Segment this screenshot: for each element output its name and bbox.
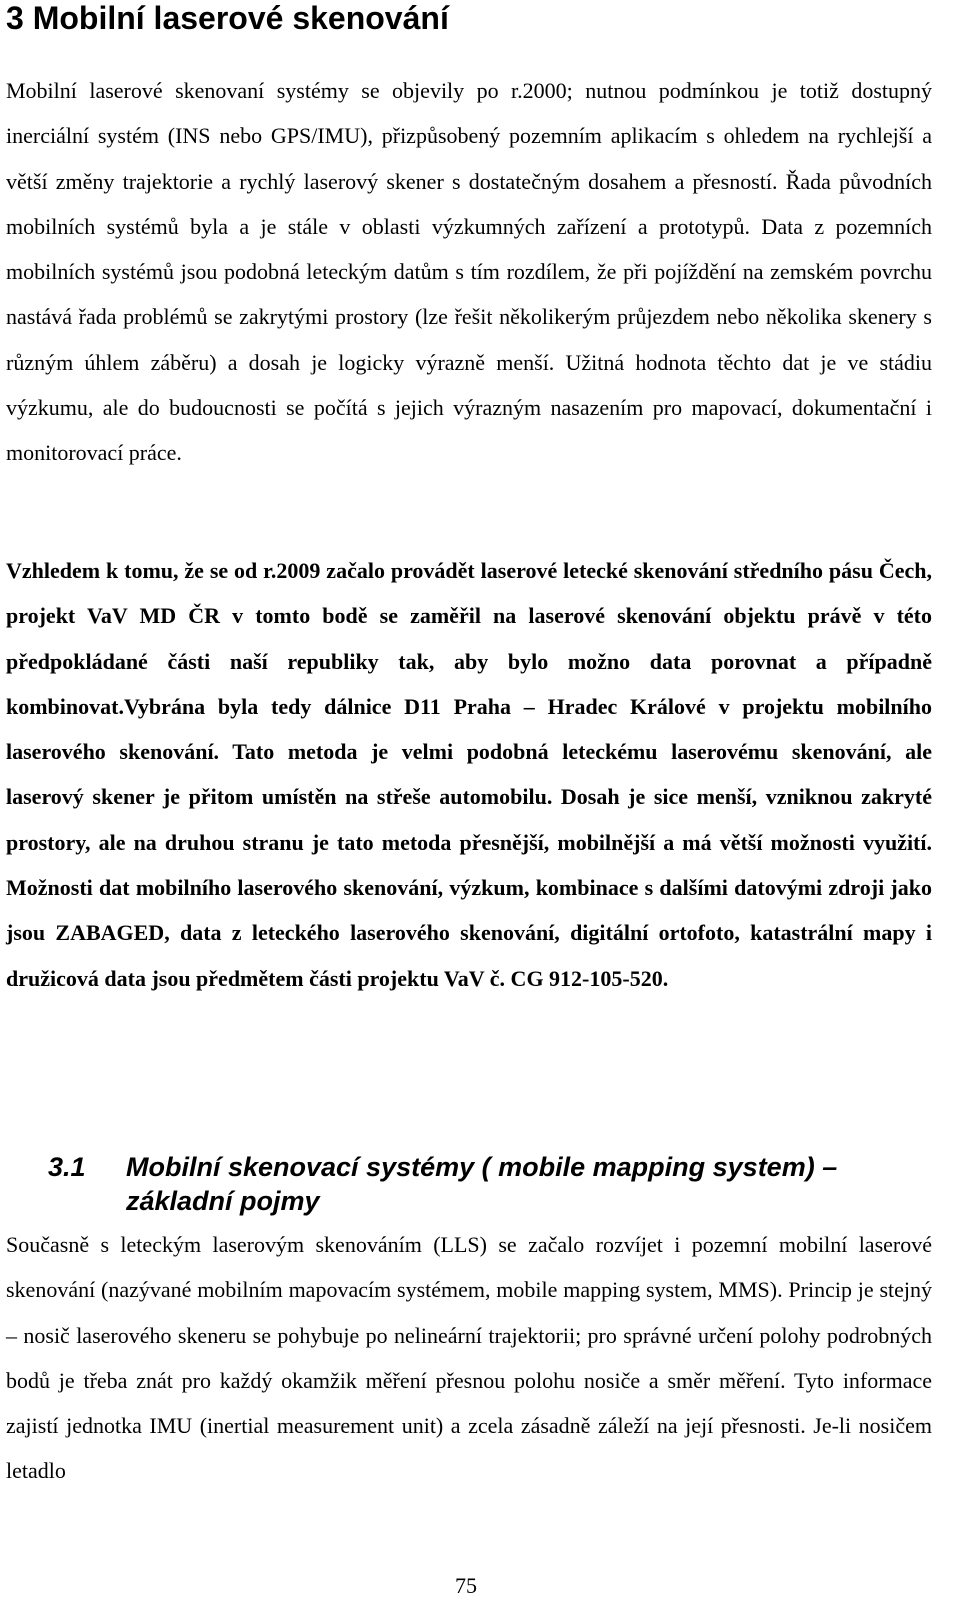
subsection-number: 3.1 xyxy=(48,1152,86,1182)
project-paragraph: Vzhledem k tomu, že se od r.2009 začalo provádět laserové letecké skenování středního pásu Čech, projekt VaV MD ČR v tomto bodě se zaměřil na laserové skenování objektu právě v této předpokládané části naší republiky tak, aby bylo možno data porovnat a případně kombinovat.Vybrána byla tedy dálnice D11 Praha – Hradec Králové v projektu mobilního laserového skenování. Tato metoda je velmi podobná leteckému laserovému skenování, ale laserový skener je přitom umístěn na střeše automobilu. Dosah je sice menší, vzniknou zakryté prostory, ale na druhou stranu je tato metoda přesnější, mobilnější a má větší možnosti využití. Možnosti dat mobilního laserového skenování, výzkum, kombinace s dalšími datovými zdroji jako jsou ZABAGED, data z leteckého laserového skenování, digitální ortofoto, katastrální mapy i družicová data jsou předmětem části projektu VaV č. CG 912-105-520. xyxy=(6,558,932,991)
subsection-title: Mobilní skenovací systémy ( mobile mapping system) – základní pojmy xyxy=(126,1152,838,1216)
page-number: 75 xyxy=(455,1573,477,1598)
subsection-paragraph: Současně s leteckým laserovým skenováním (LLS) se začalo rozvíjet i pozemní mobilní laserové skenování (nazývané mobilním mapovacím systémem, mobile mapping system, MMS). Princip je stejný – nosič laserového skeneru se pohybuje po nelineární trajektorii; pro správné určení polohy podrobných bodů je třeba znát pro každý okamžik měření přesnou polohu nosiče a směr měření. Tyto informace zajistí jednotka IMU (inertial measurement unit) a zcela zásadně záleží na její přesnosti. Je-li nosičem letadlo xyxy=(6,1232,932,1484)
section-heading: 3 Mobilní laserové skenování xyxy=(6,0,449,36)
intro-paragraph: Mobilní laserové skenovaní systémy se objevily po r.2000; nutnou podmínkou je totiž dostupný inerciální systém (INS nebo GPS/IMU), přizpůsobený pozemním aplikacím s ohledem na rychlejší a větší změny trajektorie a rychlý laserový skener s dostatečným dosahem a přesností. Řada původních mobilních systémů byla a je stále v oblasti výzkumných zařízení a prototypů. Data z pozemních mobilních systémů jsou podobná leteckým datům s tím rozdílem, že při pojíždění na zemském povrchu nastává řada problémů se zakrytými prostory (lze řešit několikerým průjezdem nebo několika skenery s různým úhlem záběru) a dosah je logicky výrazně menší. Užitná hodnota těchto dat je ve stádiu výzkumu, ale do budoucnosti se počítá s jejich výrazným nasazením pro mapovací, dokumentační i monitorovací práce. xyxy=(6,78,932,466)
subsection-heading xyxy=(48,1150,938,1218)
